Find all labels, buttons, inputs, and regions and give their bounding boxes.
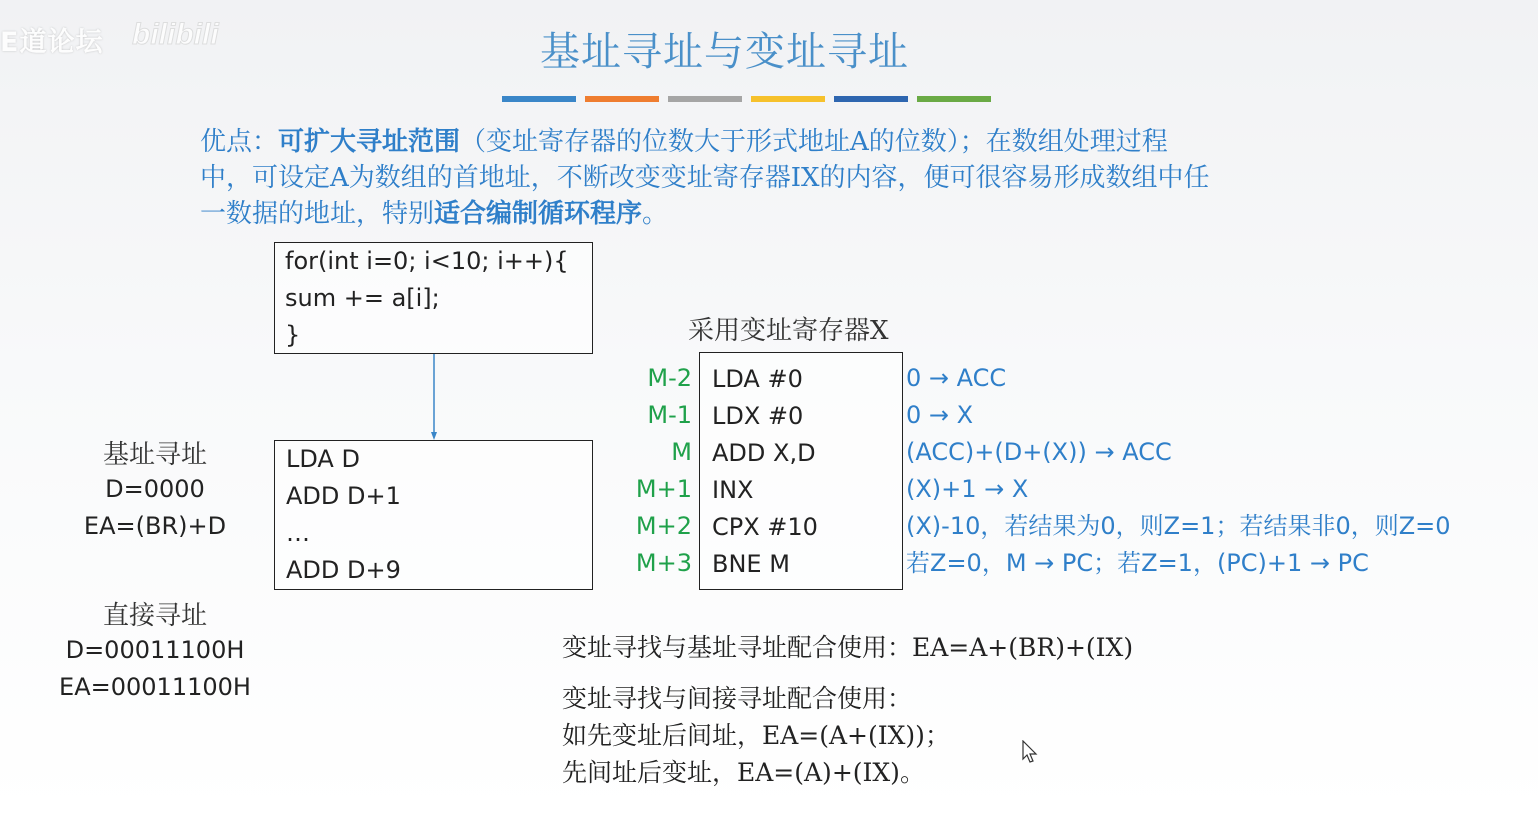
accent-stripe (917, 96, 991, 102)
accent-stripe (751, 96, 825, 102)
combo-indirect-line-b: 先间址后变址，EA=(A)+(IX)。 (562, 758, 925, 787)
instruction-description: 0 → ACC (906, 364, 1007, 392)
address-label: M (671, 438, 692, 466)
direct-addressing-group (40, 595, 270, 706)
accent-stripe (668, 96, 742, 102)
code-line: for(int i=0; i<10; i++){ (285, 247, 569, 275)
forum-watermark: E道论坛 (0, 27, 104, 58)
accent-stripe (585, 96, 659, 102)
intro-line-3 (200, 196, 1210, 232)
instruction-description: 0 → X (906, 401, 974, 429)
address-label: M-2 (647, 364, 692, 392)
intro-emphasis-range: 可扩大寻址范围 (278, 127, 461, 157)
page-title: 基址寻址与变址寻址 (540, 29, 909, 75)
accent-stripe (834, 96, 908, 102)
asm-line: LDA D (286, 445, 360, 473)
assembly-code-box (274, 440, 593, 590)
intro-line-2: 中，可设定A为数组的首地址，不断改变变址寄存器IX的内容，便可很容易形成数组中任 (200, 163, 1210, 193)
address-column (620, 360, 692, 582)
accent-stripe (502, 96, 576, 102)
instruction-description: (X)-10，若结果为0，则Z=1；若结果非0，则Z=0 (906, 512, 1451, 540)
base-addressing-ea: EA=(BR)+D (83, 512, 227, 540)
intro-text: （变址寄存器的位数大于形式地址A的位数）；在数组处理过程 (460, 127, 1168, 157)
asm-line: … (286, 519, 310, 547)
instruction-line: LDX #0 (712, 402, 804, 430)
instruction-description: (ACC)+(D+(X)) → ACC (906, 438, 1172, 466)
combo-indirect-title: 变址寻找与间接寻址配合使用： (562, 684, 913, 713)
instruction-line: BNE M (712, 550, 790, 578)
asm-line: ADD D+1 (286, 482, 401, 510)
down-arrow-icon (431, 354, 437, 446)
address-label: M-1 (647, 401, 692, 429)
address-label: M+1 (635, 475, 692, 503)
mouse-cursor-icon (1022, 740, 1038, 768)
instruction-description: (X)+1 → X (906, 475, 1029, 503)
address-label: M+3 (635, 549, 692, 577)
direct-addressing-label: 直接寻址 (102, 601, 207, 631)
advantages-paragraph (200, 124, 1210, 232)
instruction-description: 若Z=0，M → PC；若Z=1，(PC)+1 → PC (906, 549, 1369, 577)
direct-addressing-d: D=00011100H (65, 636, 245, 664)
base-addressing-d: D=0000 (105, 475, 205, 503)
code-line: } (285, 321, 301, 349)
base-addressing-group (60, 434, 250, 545)
intro-text: 一数据的地址，特别 (200, 199, 435, 229)
base-addressing-label: 基址寻址 (102, 440, 207, 470)
intro-text: 。 (642, 199, 669, 229)
combo-indirect-line-a: 如先变址后间址，EA=(A+(IX))； (562, 721, 950, 750)
description-column (906, 360, 1451, 582)
combo-base-index-text: 变址寻找与基址寻址配合使用：EA=A+(BR)+(IX) (562, 633, 1134, 662)
address-label: M+2 (635, 512, 692, 540)
title-accent-stripes (502, 96, 991, 102)
bilibili-logo-watermark (128, 10, 246, 56)
instruction-line: CPX #10 (712, 513, 818, 541)
instruction-line: INX (712, 476, 754, 504)
instruction-line: ADD X,D (712, 439, 816, 467)
c-code-box (274, 242, 593, 354)
instruction-line: LDA #0 (712, 365, 803, 393)
code-line: sum += a[i]; (285, 284, 440, 312)
combo-base-index (562, 629, 1133, 666)
combo-indirect-index (562, 680, 950, 791)
index-register-title: 采用变址寄存器X (688, 316, 889, 346)
intro-emphasis-loop: 适合编制循环程序 (434, 199, 643, 229)
index-instruction-box (699, 352, 903, 590)
direct-addressing-ea: EA=00011100H (59, 673, 251, 701)
intro-line-1 (200, 124, 1210, 160)
svg-text:bilibili: bilibili (132, 18, 219, 51)
intro-prefix: 优点： (200, 127, 279, 157)
asm-line: ADD D+9 (286, 556, 401, 584)
